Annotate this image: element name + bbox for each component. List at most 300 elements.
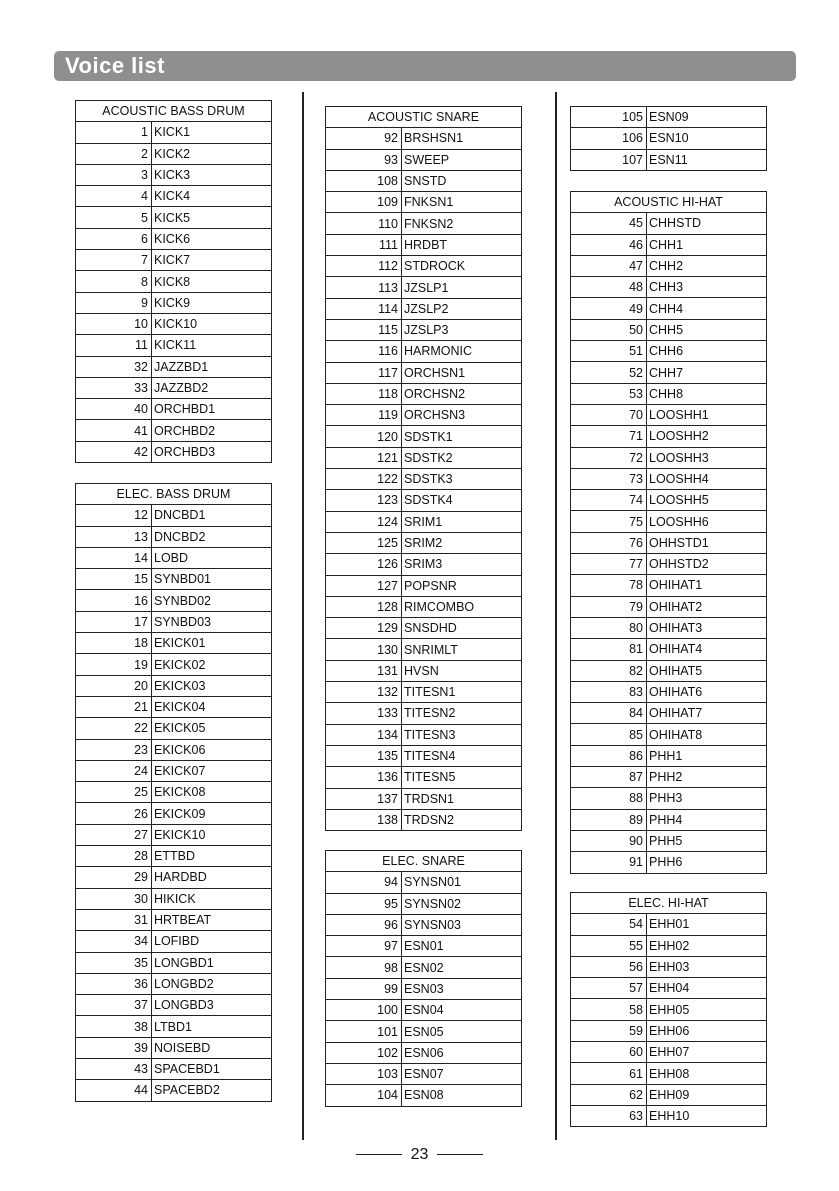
voice-name: ESN11: [647, 149, 767, 170]
table-row: [76, 335, 272, 356]
voice-name: ORCHSN3: [402, 405, 522, 426]
voice-number: 44: [76, 1080, 152, 1101]
voice-number: 33: [76, 377, 152, 398]
voice-number: 86: [571, 745, 647, 766]
table-row: [76, 675, 272, 696]
voice-name: SYNSN03: [402, 914, 522, 935]
table-row: [76, 1080, 272, 1101]
table-row: [326, 618, 522, 639]
table-row: [326, 532, 522, 553]
voice-name: EHH02: [647, 935, 767, 956]
voice-number: 109: [326, 192, 402, 213]
table-row: [571, 1063, 767, 1084]
voice-name: PHH1: [647, 745, 767, 766]
table-row: [76, 782, 272, 803]
table-row: [326, 724, 522, 745]
voice-number: 32: [76, 356, 152, 377]
voice-number: 92: [326, 128, 402, 149]
voice-number: 89: [571, 809, 647, 830]
table-row: [571, 362, 767, 383]
voice-name: HARDBD: [152, 867, 272, 888]
table-row: [571, 213, 767, 234]
table-row: [571, 511, 767, 532]
voice-number: 129: [326, 618, 402, 639]
voice-name: LOOSHH3: [647, 447, 767, 468]
table-row: [326, 596, 522, 617]
voice-name: ESN08: [402, 1085, 522, 1106]
voice-name: CHH8: [647, 383, 767, 404]
table-row: [76, 356, 272, 377]
voice-name: CHH7: [647, 362, 767, 383]
table-row: [571, 277, 767, 298]
voice-name: OHHSTD2: [647, 554, 767, 575]
table-row: [571, 383, 767, 404]
voice-name: EKICK10: [152, 824, 272, 845]
voice-number: 113: [326, 277, 402, 298]
voice-number: 62: [571, 1084, 647, 1105]
table-row: [326, 256, 522, 277]
voice-number: 16: [76, 590, 152, 611]
voice-name: ESN03: [402, 978, 522, 999]
table-row: [326, 490, 522, 511]
voice-number: 94: [326, 872, 402, 893]
voice-number: 88: [571, 788, 647, 809]
voice-name: EHH01: [647, 914, 767, 935]
voice-number: 27: [76, 824, 152, 845]
table-row: [571, 447, 767, 468]
voice-number: 37: [76, 995, 152, 1016]
voice-name: ORCHSN1: [402, 362, 522, 383]
voice-number: 130: [326, 639, 402, 660]
voice-name: SDSTK3: [402, 469, 522, 490]
voice-number: 12: [76, 505, 152, 526]
table-row: [571, 128, 767, 149]
voice-number: 121: [326, 447, 402, 468]
voice-name: SDSTK4: [402, 490, 522, 511]
voice-number: 49: [571, 298, 647, 319]
table-title: ACOUSTIC SNARE: [326, 107, 522, 128]
table-row: [326, 978, 522, 999]
voice-name: EHH03: [647, 956, 767, 977]
table-title: ACOUSTIC HI-HAT: [571, 192, 767, 213]
table-row: [571, 788, 767, 809]
voice-table-elec-snare: [325, 850, 522, 1107]
voice-table-acoustic-bass-drum: [75, 100, 272, 463]
voice-number: 11: [76, 335, 152, 356]
voice-number: 80: [571, 617, 647, 638]
voice-name: KICK8: [152, 271, 272, 292]
voice-number: 74: [571, 490, 647, 511]
table-row: [76, 441, 272, 462]
voice-name: ESN06: [402, 1042, 522, 1063]
voice-name: KICK4: [152, 186, 272, 207]
voice-number: 81: [571, 639, 647, 660]
voice-name: EKICK04: [152, 696, 272, 717]
table-row: [76, 696, 272, 717]
voice-table-elec-snare-continued: [570, 106, 767, 171]
voice-number: 26: [76, 803, 152, 824]
voice-name: ORCHBD3: [152, 441, 272, 462]
table-row: [326, 809, 522, 830]
voice-number: 76: [571, 532, 647, 553]
voice-name: CHH1: [647, 234, 767, 255]
voice-number: 71: [571, 426, 647, 447]
voice-name: SNRIMLT: [402, 639, 522, 660]
voice-number: 14: [76, 547, 152, 568]
voice-name: LONGBD2: [152, 973, 272, 994]
table-row: [571, 767, 767, 788]
table-row: [571, 319, 767, 340]
voice-name: PHH4: [647, 809, 767, 830]
table-header-row: [571, 192, 767, 213]
table-row: [571, 999, 767, 1020]
voice-number: 63: [571, 1105, 647, 1126]
voice-name: ETTBD: [152, 846, 272, 867]
table-row: [571, 617, 767, 638]
voice-name: KICK5: [152, 207, 272, 228]
voice-name: OHIHAT8: [647, 724, 767, 745]
table-title: ELEC. BASS DRUM: [76, 484, 272, 505]
voice-name: KICK2: [152, 143, 272, 164]
voice-name: LONGBD3: [152, 995, 272, 1016]
table-row: [571, 660, 767, 681]
voice-table-acoustic-hi-hat: [570, 191, 767, 874]
table-row: [326, 703, 522, 724]
table-row: [571, 575, 767, 596]
voice-number: 114: [326, 298, 402, 319]
voice-number: 90: [571, 830, 647, 851]
table-row: [326, 170, 522, 191]
voice-number: 120: [326, 426, 402, 447]
voice-number: 24: [76, 760, 152, 781]
voice-name: SYNBD03: [152, 611, 272, 632]
table-row: [326, 936, 522, 957]
table-row: [76, 186, 272, 207]
table-row: [326, 383, 522, 404]
voice-name: SPACEBD2: [152, 1080, 272, 1101]
voice-number: 104: [326, 1085, 402, 1106]
voice-name: OHIHAT4: [647, 639, 767, 660]
voice-number: 119: [326, 405, 402, 426]
voice-number: 18: [76, 633, 152, 654]
table-row: [326, 1085, 522, 1106]
voice-number: 50: [571, 319, 647, 340]
table-row: [76, 313, 272, 334]
voice-number: 7: [76, 250, 152, 271]
voice-number: 19: [76, 654, 152, 675]
table-row: [76, 611, 272, 632]
page-number: [0, 1146, 839, 1164]
table-row: [326, 469, 522, 490]
voice-name: SYNBD01: [152, 569, 272, 590]
voice-name: KICK11: [152, 335, 272, 356]
voice-name: LOBD: [152, 547, 272, 568]
voice-number: 25: [76, 782, 152, 803]
voice-name: SDSTK2: [402, 447, 522, 468]
table-row: [326, 341, 522, 362]
voice-name: PHH5: [647, 830, 767, 851]
voice-name: SWEEP: [402, 149, 522, 170]
voice-number: 103: [326, 1063, 402, 1084]
table-row: [326, 192, 522, 213]
voice-name: SYNSN01: [402, 872, 522, 893]
voice-number: 41: [76, 420, 152, 441]
table-row: [571, 426, 767, 447]
voice-number: 108: [326, 170, 402, 191]
table-row: [326, 362, 522, 383]
voice-number: 2: [76, 143, 152, 164]
table-row: [326, 682, 522, 703]
voice-name: RIMCOMBO: [402, 596, 522, 617]
table-row: [76, 207, 272, 228]
voice-number: 43: [76, 1059, 152, 1080]
voice-number: 79: [571, 596, 647, 617]
table-row: [326, 767, 522, 788]
page-number-text: 23: [410, 1146, 429, 1163]
table-header-row: [571, 893, 767, 914]
voice-name: FNKSN1: [402, 192, 522, 213]
table-row: [571, 1042, 767, 1063]
voice-name: OHIHAT1: [647, 575, 767, 596]
voice-name: TITESN3: [402, 724, 522, 745]
voice-name: SPACEBD1: [152, 1059, 272, 1080]
table-row: [571, 639, 767, 660]
voice-number: 46: [571, 234, 647, 255]
table-row: [571, 341, 767, 362]
voice-number: 22: [76, 718, 152, 739]
voice-table-elec-bass-drum: [75, 483, 272, 1102]
table-row: [76, 143, 272, 164]
voice-name: DNCBD2: [152, 526, 272, 547]
table-row: [571, 830, 767, 851]
table-row: [571, 554, 767, 575]
table-row: [76, 931, 272, 952]
voice-name: OHIHAT5: [647, 660, 767, 681]
voice-number: 4: [76, 186, 152, 207]
voice-number: 45: [571, 213, 647, 234]
voice-name: CHHSTD: [647, 213, 767, 234]
voice-number: 116: [326, 341, 402, 362]
table-row: [571, 1105, 767, 1126]
voice-name: CHH5: [647, 319, 767, 340]
voice-name: EHH09: [647, 1084, 767, 1105]
table-row: [326, 426, 522, 447]
voice-name: TRDSN1: [402, 788, 522, 809]
table-row: [571, 404, 767, 425]
table-row: [571, 1020, 767, 1041]
voice-number: 107: [571, 149, 647, 170]
voice-name: OHIHAT2: [647, 596, 767, 617]
table-row: [326, 213, 522, 234]
voice-name: POPSNR: [402, 575, 522, 596]
voice-number: 78: [571, 575, 647, 596]
voice-name: STDROCK: [402, 256, 522, 277]
voice-number: 58: [571, 999, 647, 1020]
voice-name: LOFIBD: [152, 931, 272, 952]
table-row: [76, 1016, 272, 1037]
voice-name: KICK10: [152, 313, 272, 334]
table-row: [76, 292, 272, 313]
voice-name: HIKICK: [152, 888, 272, 909]
voice-number: 6: [76, 228, 152, 249]
table-row: [76, 654, 272, 675]
table-row: [326, 872, 522, 893]
voice-name: LOOSHH6: [647, 511, 767, 532]
voice-table-elec-hi-hat: [570, 892, 767, 1127]
page-number-rule: [356, 1154, 402, 1155]
voice-number: 131: [326, 660, 402, 681]
table-row: [326, 277, 522, 298]
voice-number: 106: [571, 128, 647, 149]
voice-number: 5: [76, 207, 152, 228]
table-row: [326, 405, 522, 426]
table-row: [76, 760, 272, 781]
voice-name: LOOSHH4: [647, 468, 767, 489]
voice-name: EHH06: [647, 1020, 767, 1041]
voice-number: 13: [76, 526, 152, 547]
voice-number: 10: [76, 313, 152, 334]
voice-number: 34: [76, 931, 152, 952]
voice-name: ESN05: [402, 1021, 522, 1042]
voice-number: 29: [76, 867, 152, 888]
table-row: [326, 893, 522, 914]
voice-name: SRIM1: [402, 511, 522, 532]
voice-name: EKICK06: [152, 739, 272, 760]
voice-number: 95: [326, 893, 402, 914]
table-row: [326, 639, 522, 660]
voice-name: EKICK01: [152, 633, 272, 654]
voice-name: EHH05: [647, 999, 767, 1020]
voice-name: JAZZBD2: [152, 377, 272, 398]
table-row: [326, 745, 522, 766]
voice-number: 20: [76, 675, 152, 696]
table-row: [76, 739, 272, 760]
table-row: [76, 633, 272, 654]
voice-name: JZSLP3: [402, 319, 522, 340]
table-row: [76, 526, 272, 547]
voice-number: 105: [571, 107, 647, 128]
table-row: [326, 660, 522, 681]
table-row: [571, 298, 767, 319]
voice-name: EKICK08: [152, 782, 272, 803]
table-row: [571, 703, 767, 724]
voice-name: LTBD1: [152, 1016, 272, 1037]
table-row: [571, 956, 767, 977]
voice-number: 97: [326, 936, 402, 957]
table-row: [326, 575, 522, 596]
voice-number: 127: [326, 575, 402, 596]
table-row: [326, 447, 522, 468]
voice-number: 117: [326, 362, 402, 383]
voice-number: 1: [76, 122, 152, 143]
voice-number: 61: [571, 1063, 647, 1084]
voice-number: 75: [571, 511, 647, 532]
voice-number: 133: [326, 703, 402, 724]
table-row: [571, 1084, 767, 1105]
voice-number: 54: [571, 914, 647, 935]
table-row: [76, 271, 272, 292]
voice-number: 118: [326, 383, 402, 404]
voice-name: ESN02: [402, 957, 522, 978]
table-row: [76, 228, 272, 249]
table-row: [571, 107, 767, 128]
voice-name: ORCHBD2: [152, 420, 272, 441]
column-divider: [302, 92, 304, 1140]
table-row: [326, 511, 522, 532]
voice-name: KICK6: [152, 228, 272, 249]
voice-name: EKICK02: [152, 654, 272, 675]
voice-number: 17: [76, 611, 152, 632]
table-row: [326, 128, 522, 149]
table-row: [326, 554, 522, 575]
table-row: [326, 234, 522, 255]
voice-number: 3: [76, 164, 152, 185]
voice-name: FNKSN2: [402, 213, 522, 234]
voice-number: 93: [326, 149, 402, 170]
voice-name: JZSLP1: [402, 277, 522, 298]
table-row: [326, 298, 522, 319]
table-row: [76, 718, 272, 739]
table-row: [76, 164, 272, 185]
voice-name: CHH4: [647, 298, 767, 319]
table-title: ELEC. SNARE: [326, 851, 522, 872]
voice-number: 21: [76, 696, 152, 717]
voice-number: 31: [76, 909, 152, 930]
voice-number: 111: [326, 234, 402, 255]
voice-name: KICK9: [152, 292, 272, 313]
page-title: Voice list: [65, 53, 165, 78]
voice-number: 8: [76, 271, 152, 292]
voice-number: 42: [76, 441, 152, 462]
table-row: [326, 319, 522, 340]
column-divider: [555, 92, 557, 1140]
voice-number: 59: [571, 1020, 647, 1041]
table-row: [76, 1059, 272, 1080]
voice-name: ORCHBD1: [152, 399, 272, 420]
voice-number: 132: [326, 682, 402, 703]
table-row: [571, 978, 767, 999]
voice-number: 47: [571, 255, 647, 276]
table-row: [76, 569, 272, 590]
voice-number: 36: [76, 973, 152, 994]
table-row: [76, 973, 272, 994]
voice-number: 55: [571, 935, 647, 956]
voice-name: EHH07: [647, 1042, 767, 1063]
table-row: [571, 532, 767, 553]
voice-name: LOOSHH1: [647, 404, 767, 425]
voice-name: LOOSHH5: [647, 490, 767, 511]
voice-number: 23: [76, 739, 152, 760]
voice-name: HRDBT: [402, 234, 522, 255]
voice-name: SNSDHD: [402, 618, 522, 639]
voice-number: 9: [76, 292, 152, 313]
voice-name: EHH08: [647, 1063, 767, 1084]
table-row: [76, 420, 272, 441]
table-header-row: [76, 484, 272, 505]
voice-number: 122: [326, 469, 402, 490]
voice-number: 138: [326, 809, 402, 830]
table-row: [76, 909, 272, 930]
voice-name: OHIHAT6: [647, 681, 767, 702]
voice-number: 110: [326, 213, 402, 234]
voice-name: EKICK09: [152, 803, 272, 824]
table-header-row: [326, 107, 522, 128]
voice-number: 85: [571, 724, 647, 745]
table-row: [76, 505, 272, 526]
table-row: [571, 255, 767, 276]
voice-number: 72: [571, 447, 647, 468]
voice-number: 28: [76, 846, 152, 867]
